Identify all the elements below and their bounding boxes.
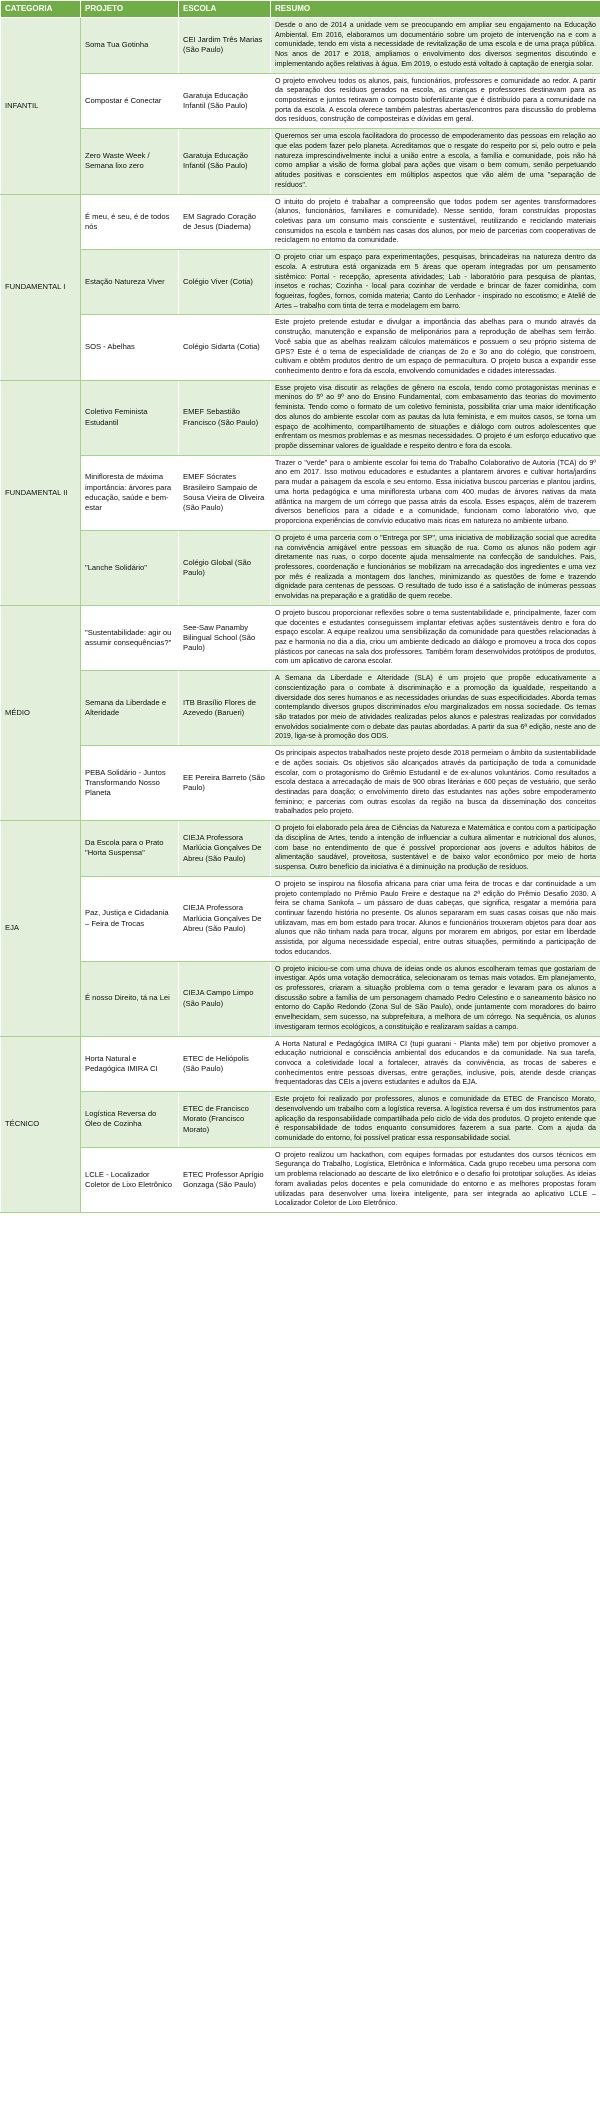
header-categoria: CATEGORIA	[1, 1, 81, 18]
school-cell: CIEJA Professora Marlúcia Gonçalves De Abreu (São Paulo)	[179, 876, 271, 961]
summary-cell: Trazer o "verde" para o ambiente escolar foi tema do Trabalho Colaborativo de Autoria (TCA) do 9º ano em 2017. Isso motivou educadores e estudantes a plantarem árvores e cultivar horta/jardins para mudar a paisagem da escola e seu entorno. Essa iniciativa buscou parcerias e plantou jardins, uma horta pedagógica e uma minifloresta urbana com 400 mudas de árvores nativas da mata atlântica na margem de um córrego que passa atrás da escola. Esses espaços, além de trazerem diversos benefícios para a cidade e a comunidade, funcionam como laboratório vivo, que proporciona experiências de convívio educativo mais ricas em natureza no ambiente urbano.	[271, 455, 600, 530]
header-escola: ESCOLA	[179, 1, 271, 18]
header-projeto: PROJETO	[81, 1, 179, 18]
table-row	[1, 455, 600, 530]
project-cell: PEBA Solidário - Juntos Transformando Nosso Planeta	[81, 746, 179, 821]
project-cell: É nosso Direito, tá na Lei	[81, 961, 179, 1036]
table-row	[1, 380, 600, 455]
project-cell: É meu, é seu, é de todos nós	[81, 194, 179, 250]
table-row	[1, 605, 600, 670]
table-row	[1, 73, 600, 129]
summary-cell: A Semana da Liberdade e Alteridade (SLA) é um projeto que propõe educativamente a conscientização para o combate à discriminação e a promoção da igualdade, respeitando a diversidade dos seres humanos e as necessidades oriundas de suas especificidades. Aborda temas contemplando diversos grupos discriminados e/ou marginalizados em nossa sociedade. Os temas são tratados por meio de atividades realizadas pelos alunos e palestras realizadas por convidados envolvidos socialmente com o debate das pautas abordadas. A partir da sua 6ª edição, neste ano de 2019, liga-se à promoção dos ODS.	[271, 671, 600, 746]
table-row	[1, 530, 600, 605]
project-cell: Estação Natureza Viver	[81, 250, 179, 315]
summary-cell: Desde o ano de 2014 a unidade vem se preocupando em ampliar seu engajamento na Educação Ambiental. Em 2016, elaboramos um documentário sobre um projeto de intervenção na e com a comunidade, tendo em vista a necessidade de revitalização de uma escola e de uma praça pública. Nos anos de 2017 e 2018, ampliamos o envolvimento dos diversos segmentos discutindo e implementando ações relativas à água. Em 2019, o estudo está voltado à captação de energia solar.	[271, 18, 600, 74]
category-cell: TÉCNICO	[1, 1036, 81, 1213]
summary-cell: Os principais aspectos trabalhados neste projeto desde 2018 permeiam o âmbito da sustentabilidade e de ações sociais. Os objetivos são alcançados através da participação de toda a comunidade escolar, com o protagonismo do Grêmio Estudantil e de ex-alunos voluntários. Como resultados a escola destaca a arrecadação de mais de 900 obras literárias e 600 peças de vestuário, que serão destinadas para doação; o envolvimento direto das estudantes nas ações sobre empoderamento feminino; e parcerias com outras escolas da região na busca da disseminação dos conceitos trabalhados pelo projeto.	[271, 746, 600, 821]
project-cell: "Lanche Solidário"	[81, 530, 179, 605]
project-cell: Semana da Liberdade e Alteridade	[81, 671, 179, 746]
project-cell: Paz, Justiça e Cidadania – Feira de Trocas	[81, 876, 179, 961]
summary-cell: O projeto realizou um hackathon, com equipes formadas por estudantes dos cursos técnicos em Segurança do Trabalho, Logística, Eletrônica e Informática. Cada grupo recebeu uma persona com um problema relacionado ao descarte de lixo eletrônico e o desafio foi prototipar soluções. As ideias foram avaliadas pelos docentes e pela comunidade do entorno e as melhores propostas foram utilizadas para desenvolver uma lixeira inteligente, para ser integrada ao aplicativo LCLE – Localizador Coletor de Lixo Eletrônico.	[271, 1147, 600, 1212]
school-cell: Garatuja Educação Infantil (São Paulo)	[179, 129, 271, 194]
table-row	[1, 18, 600, 74]
school-cell: ETEC de Heliópolis (São Paulo)	[179, 1036, 271, 1092]
summary-cell: O projeto se inspirou na filosofia africana para criar uma feira de trocas e dar continuidade a um projeto contemplado no Prêmio Paulo Freire e destaque na 2ª edição do Prêmio Desafio 2030. A feira se chama Sankofa – um pássaro de duas cabeças, que significa, resgatar a memória para continuar fazendo história no presente. Os alunos separaram em suas casas coisas que não mais utilizavam, mas em bom estado para trocar. Alunos e funcionários trouxeram objetos para doar aos alunos que não tinham nada para trocar, alguns por morarem em abrigos, por estar em liberdade assistida, por alguma necessidade especial, entre outras situações, permitindo a participação de todos educandos.	[271, 876, 600, 961]
project-cell: Compostar é Conectar	[81, 73, 179, 129]
category-cell: FUNDAMENTAL I	[1, 194, 81, 380]
school-cell: EMEF Sebastião Francisco (São Paulo)	[179, 380, 271, 455]
project-cell: Da Escola para o Prato "Horta Suspensa"	[81, 821, 179, 877]
table-row	[1, 1147, 600, 1212]
project-cell: "Sustentabilidade: agir ou assumir consequências?"	[81, 605, 179, 670]
header-resumo: RESUMO	[271, 1, 600, 18]
table-row	[1, 129, 600, 194]
school-cell: EM Sagrado Coração de Jesus (Diadema)	[179, 194, 271, 250]
school-cell: Colégio Global (São Paulo)	[179, 530, 271, 605]
school-cell: ITB Brasílio Flores de Azevedo (Barueri)	[179, 671, 271, 746]
table-row	[1, 746, 600, 821]
project-cell: SOS - Abelhas	[81, 315, 179, 380]
school-cell: Colégio Viver (Cotia)	[179, 250, 271, 315]
summary-cell: Este projeto foi realizado por professores, alunos e comunidade da ETEC de Francisco Morato, desenvolvendo um trabalho com a logística reversa. A logística reversa é um dos instrumentos para aplicação da responsabilidade compartilhada pelo ciclo de vida dos produtos. O projeto entende que é responsabilidade de todos enquanto consumidores fazerem a sua parte. Com a ajuda da comunidade do entorno, foi possível praticar essa responsabilidade social.	[271, 1092, 600, 1148]
project-cell: Soma Tua Gotinha	[81, 18, 179, 74]
table-row	[1, 194, 600, 250]
project-cell: LCLE - Localizador Coletor de Lixo Eletrônico	[81, 1147, 179, 1212]
summary-cell: Esse projeto visa discutir as relações de gênero na escola, tendo como protagonistas meninas e meninos do 5º ao 9º ano do Ensino Fundamental, com embasamento das teorias do movimento feminista. Tendo como o formato de um coletivo feminista, possibilita criar uma maior identificação dos alunos do ambiente escolar com as pautas da luta feminista, e em muitos casos, se torna um espaço de acolhimento, compartilhamento de situações e diálogo com outros adolescentes que enfrentam os mesmos problemas e as mesmas necessidades. O projeto é um esforço educativo que propõe disseminar valores de igualdade e respeito dentro e fora da escola.	[271, 380, 600, 455]
school-cell: EE Pereira Barreto (São Paulo)	[179, 746, 271, 821]
school-cell: EMEF Sócrates Brasileiro Sampaio de Sousa Vieira de Oliveira (São Paulo)	[179, 455, 271, 530]
category-cell: EJA	[1, 821, 81, 1036]
school-cell: CEI Jardim Três Marias (São Paulo)	[179, 18, 271, 74]
summary-cell: O projeto buscou proporcionar reflexões sobre o tema sustentabilidade e, principalmente, fazer com que docentes e estudantes conseguissem implantar efetivas ações sustentáveis dentro e fora do espaço escolar. A equipe realizou uma sensibilização da comunidade para questões relacionadas à paz e harmonia no dia a dia, criou um ambiente dedicado ao diálogo e promoveu a troca dos copos plásticos por canecas na sala dos professores. Também foram desenvolvidos protótipos de produtos, com um aplicativo de carona escolar.	[271, 605, 600, 670]
table-body	[1, 18, 600, 1213]
school-cell: See-Saw Panamby Bilingual School (São Paulo)	[179, 605, 271, 670]
project-cell: Zero Waste Week / Semana lixo zero	[81, 129, 179, 194]
table-row	[1, 821, 600, 877]
school-cell: ETEC de Francisco Morato (Francisco Morato)	[179, 1092, 271, 1148]
table-row	[1, 315, 600, 380]
category-cell: INFANTIL	[1, 18, 81, 195]
project-cell: Coletivo Feminista Estudantil	[81, 380, 179, 455]
school-cell: ETEC Professor Aprígio Gonzaga (São Paulo)	[179, 1147, 271, 1212]
summary-cell: O projeto é uma parceria com o "Entrega por SP", uma iniciativa de mobilização social que acredita na convivência amigável entre pessoas em situação de rua. Como os alunos não podem agir diretamente nas ruas, o corpo docente ajuda mensalmente na confecção de sanduíches. Pais, professores, coordenação e funcionários se mobilizam na arrecadação dos ingredientes e uma vez por mês é realizada a montagem dos lanches, minimizando as questões de fome e trazendo dignidade para centenas de pessoas. O resultado de tudo isso é a satisfação de inúmeras pessoas envolvidas na preparação e a gratidão de quem recebe.	[271, 530, 600, 605]
table-row	[1, 961, 600, 1036]
summary-cell: O projeto envolveu todos os alunos, pais, funcionários, professores e comunidade ao redor. A partir da separação dos resíduos gerados na escola, as crianças e professores destinavam para as composteiras e juntos retiravam o composto biofertilizante que é distribuído para a comunidade na porta da escola. A escola oferece também palestras abertas/encontros para discussão do problema dos resíduos, construção de composteiras e dúvidas em geral.	[271, 73, 600, 129]
table-row	[1, 876, 600, 961]
summary-cell: O intuito do projeto é trabalhar a compreensão que todos podem ser agentes transformadores (alunos, funcionários, familiares e comunidade). Nesse sentido, foram construídas propostas coletivas para um consumo mais consciente e sustentável, reutilizando e reciclando materiais consumidos na escola e também nas casas dos alunos, por meio de parcerias com cooperativas de reciclagem no entorno da comunidade.	[271, 194, 600, 250]
category-cell: MÉDIO	[1, 605, 81, 820]
summary-cell: Este projeto pretende estudar e divulgar a importância das abelhas para o mundo através da construção, manutenção e expansão de meliponários para a reprodução de abelhas sem ferrão. Você sabia que as abelhas realizam cálculos matemáticos e possuem o seu próprio sistema de GPS? Este é o tema de especialidade de crianças de 2o e 3o ano do colégio, que constroem, cultivam e obtêm produtos dentro de um espaço de permacultura. O projeto busca a expandir esse conhecimento dentro e fora da escola, envolvendo comunidades e cidades interessadas.	[271, 315, 600, 380]
summary-cell: O projeto criar um espaço para experimentações, pesquisas, brincadeiras na natureza dentro da escola. A estrutura está organizada em 5 áreas que operam integradas por um pensamento sistêmico: Portal - recepção, apresenta atividades; Lab - laboratório para pesquisa de plantas, insetos e rochas; Cozinha - local para cozinhar de verdade e brincar de fazer comidinha, com fogueiras, fogões, fornos, comida materia; Canto do Lenhador - inspirado no escotismo; e Ateliê de Artes – trabalho com tinta de terra e modelagem em barro.	[271, 250, 600, 315]
summary-cell: O projeto foi elaborado pela área de Ciências da Natureza e Matemática e contou com a participação da disciplina de Artes, tendo a intenção de influenciar a cultura alimentar e nutricional dos alunos, com base no entendimento de que é possível proporcionar aos jovens e adultos hábitos de alimentação saudável, proveitosa, sustentável e de baixo valor econômico por meio de horta suspensa. Outro benefício da iniciativa é a diminuição na produção de resíduos.	[271, 821, 600, 877]
table-row	[1, 250, 600, 315]
summary-cell: Queremos ser uma escola facilitadora do processo de empoderamento das pessoas em relação ao que elas podem fazer pelo planeta. Acreditamos que o resgate do respeito por si, pelo outro e pela natureza imprescindivelmente inclui a união entre a escola, a família e comunidade, pois não há como ampliar a visão de forma global para ações que visam o bem comum, senão perpetuando atitudes positivas e conscientes em múltiplos aspectos que vão além de uma "separação de resíduos".	[271, 129, 600, 194]
table-row	[1, 1092, 600, 1148]
category-cell: FUNDAMENTAL II	[1, 380, 81, 605]
table-row	[1, 671, 600, 746]
summary-cell: O projeto iniciou-se com uma chuva de ideias onde os alunos escolheram temas que gostariam de investigar. Após uma votação democrática, selecionaram os temas mais votados. Em planejamento, os professores, criaram a situação problema com o tema gerador e levaram para os alunos a discussão sobre a família de um personagem chamado Pedro Celestino e o saneamento básico no entorno do Capão Redondo (Zona Sul de São Paulo), onde juntamente com moradores do bairro envelhecidam, sem sucesso, na subprefeitura, a melhora de um córrego. Na sequência, os alunos investigaram termos ecológicos, a constituição e realizaram saídas a campo.	[271, 961, 600, 1036]
header-row	[1, 1, 600, 18]
project-cell: Minifloresta de máxima importância: árvores para educação, saúde e bem-estar	[81, 455, 179, 530]
table-row	[1, 1036, 600, 1092]
summary-cell: A Horta Natural e Pedagógica IMIRA CI (tupi guarani - Planta mãe) tem por objetivo promover a educação nutricional e consciência ambiental dos educandos e da comunidade. Na sua tarefa, convoca a coletividade local a fortalecer, através da convivência, as trocas de saberes e conhecimentos entre pessoas diversas, entre gerações, inclusive, pois, atende desde crianças frequentadoras das CEIs a jovens estudantes e adultos da EJA.	[271, 1036, 600, 1092]
project-cell: Logística Reversa do Óleo de Cozinha	[81, 1092, 179, 1148]
school-cell: Colégio Sidarta (Cotia)	[179, 315, 271, 380]
school-cell: Garatuja Educação Infantil (São Paulo)	[179, 73, 271, 129]
project-cell: Horta Natural e Pedagógica IMIRA CI	[81, 1036, 179, 1092]
school-cell: CIEJA Campo Limpo (São Paulo)	[179, 961, 271, 1036]
school-cell: CIEJA Professora Marlúcia Gonçalves De Abreu (São Paulo)	[179, 821, 271, 877]
